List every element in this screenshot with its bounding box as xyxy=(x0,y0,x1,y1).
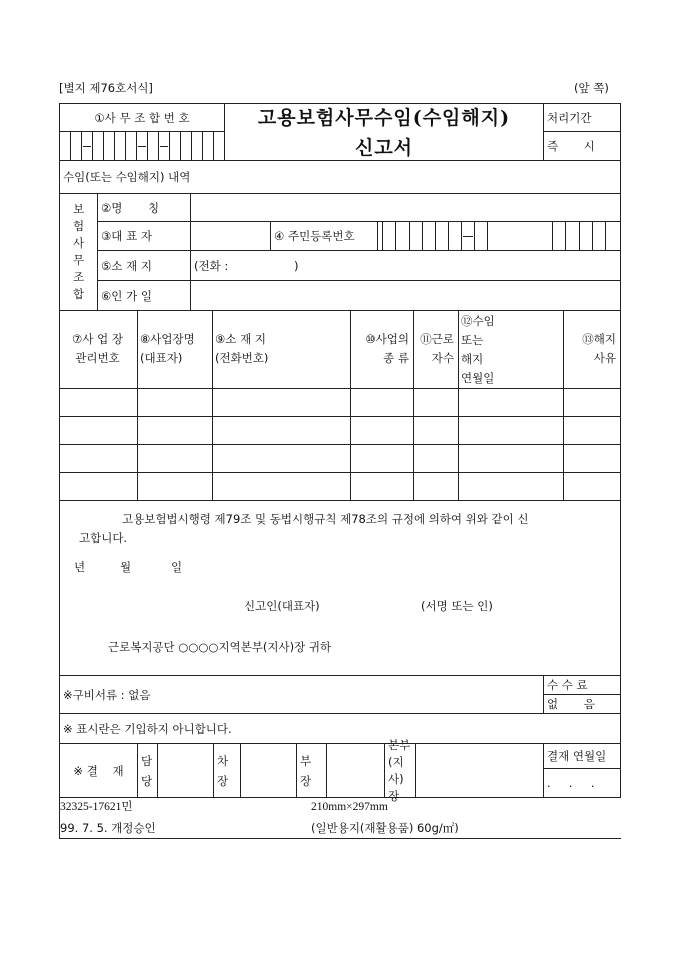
table-cell[interactable] xyxy=(563,444,621,473)
table-cell[interactable] xyxy=(563,388,621,417)
form-title xyxy=(224,103,544,161)
approval-date-field[interactable] xyxy=(190,280,621,311)
rrn-digit-box[interactable] xyxy=(435,221,449,251)
role-branch-head: 본부 (지사) 장 xyxy=(384,743,416,798)
union-group-text: 보험사무조합 xyxy=(72,202,85,301)
office-union-number-boxes[interactable] xyxy=(59,131,225,161)
union-name-field[interactable] xyxy=(190,193,621,222)
rrn-digit-box[interactable] xyxy=(409,221,423,251)
union-address-field[interactable]: (전화 : ) xyxy=(190,250,621,281)
union-name-label: ②명 칭 xyxy=(97,193,191,222)
table-cell[interactable] xyxy=(212,472,351,501)
rrn-digit-box[interactable] xyxy=(382,221,396,251)
table-cell[interactable] xyxy=(212,388,351,417)
sign-director xyxy=(326,743,385,798)
declaration-line1: 고용보험법시행령 제79조 및 동법시행규칙 제78조의 규정에 의하여 위와 같이 신 xyxy=(122,512,529,526)
rrn-digit-box[interactable] xyxy=(422,221,436,251)
table-cell[interactable] xyxy=(350,416,414,445)
table-cell[interactable] xyxy=(563,472,621,501)
processing-period-label: 처리기간 xyxy=(543,103,621,132)
table-cell[interactable] xyxy=(212,416,351,445)
rrn-digit-box[interactable] xyxy=(565,221,580,251)
table-header-5: ⑪근로 자수 xyxy=(413,310,459,389)
role-director: 부 장 xyxy=(296,743,327,798)
declaration-line2: 고합니다. xyxy=(79,531,128,545)
office-union-number-label: ①사 무 조 합 번 호 xyxy=(59,103,225,132)
day-label: 일 xyxy=(171,560,183,574)
title-line1: 고용보험사무수임(수임해지) xyxy=(257,107,511,129)
sign-staff xyxy=(157,743,214,798)
rrn-boxes[interactable] xyxy=(377,221,621,251)
table-cell[interactable] xyxy=(137,472,213,501)
year-label: 년 xyxy=(74,560,86,574)
rrn-digit-box[interactable] xyxy=(448,221,462,251)
table-cell[interactable] xyxy=(137,388,213,417)
notice: ※ 표시란은 기입하지 아니합니다. xyxy=(59,713,621,744)
page-side: (앞 쪽) xyxy=(574,81,609,95)
table-cell[interactable] xyxy=(350,444,414,473)
fee-label: 수 수 료 xyxy=(543,675,621,695)
footer-code: 32325-17621민 xyxy=(60,801,133,813)
footer-approved: 99. 7. 5. 개정승인 xyxy=(60,821,156,835)
declaration-box xyxy=(59,500,621,676)
approval-label: ※ 결 재 xyxy=(59,743,138,798)
hyphen-mark xyxy=(138,146,146,147)
union-rep-field[interactable] xyxy=(190,221,271,251)
rrn-label: ④ 주민등록번호 xyxy=(270,221,378,251)
required-docs: ※구비서류 : 없음 xyxy=(59,675,544,714)
fee-value: 없 음 xyxy=(543,694,621,714)
table-cell[interactable] xyxy=(413,388,459,417)
approval-date-label: ⑥인 가 일 xyxy=(97,280,191,311)
table-cell[interactable] xyxy=(458,444,564,473)
table-cell[interactable] xyxy=(413,416,459,445)
rrn-digit-box[interactable] xyxy=(474,221,488,251)
table-cell[interactable] xyxy=(458,416,564,445)
declarant-label: 신고인(대표자) xyxy=(244,599,320,613)
rrn-digit-box[interactable] xyxy=(592,221,606,251)
sign-deputy xyxy=(240,743,297,798)
table-header-4: ⑩사업의 종 류 xyxy=(350,310,414,389)
rrn-digit-box[interactable] xyxy=(579,221,593,251)
table-header-2: ⑧사업장명 (대표자) xyxy=(137,310,213,389)
footer-size: 210mm×297mm xyxy=(311,801,388,813)
rrn-digit-box[interactable] xyxy=(605,221,621,251)
table-cell[interactable] xyxy=(137,416,213,445)
footer xyxy=(59,797,621,839)
table-cell[interactable] xyxy=(350,472,414,501)
table-cell[interactable] xyxy=(137,444,213,473)
table-cell[interactable] xyxy=(458,472,564,501)
table-cell[interactable] xyxy=(413,472,459,501)
rrn-digit-box[interactable] xyxy=(461,221,475,251)
month-label: 월 xyxy=(120,560,132,574)
hyphen-mark xyxy=(83,146,91,147)
table-header-6: ⑫수임 또는 해지 연월일 xyxy=(458,310,564,389)
table-cell[interactable] xyxy=(59,388,138,417)
table-header-3: ⑨소 재 지 (전화번호) xyxy=(212,310,351,389)
table-cell[interactable] xyxy=(413,444,459,473)
hyphen-mark xyxy=(160,146,168,147)
approval-date-value: . . . xyxy=(543,768,621,798)
table-cell[interactable] xyxy=(212,444,351,473)
approval-date-label-cell: 결재 연월일 xyxy=(543,743,621,769)
table-cell[interactable] xyxy=(458,388,564,417)
addressee: 근로복지공단 ○○○○지역본부(지사)장 귀하 xyxy=(108,640,332,654)
union-group-label xyxy=(59,193,98,311)
section-title: 수임(또는 수임해지) 내역 xyxy=(59,160,621,194)
table-cell[interactable] xyxy=(59,444,138,473)
union-address-label: ⑤소 재 지 xyxy=(97,250,191,281)
table-cell[interactable] xyxy=(59,472,138,501)
signature-label: (서명 또는 인) xyxy=(421,599,493,613)
table-header-7: ⑬해지 사유 xyxy=(563,310,621,389)
table-cell[interactable] xyxy=(563,416,621,445)
union-rep-label: ③대 표 자 xyxy=(97,221,191,251)
title-line2: 신고서 xyxy=(354,137,414,159)
rrn-digit-box[interactable] xyxy=(395,221,410,251)
rrn-digit-box[interactable] xyxy=(552,221,566,251)
processing-period-value: 즉 시 xyxy=(543,131,621,161)
hyphen-mark xyxy=(463,236,473,237)
sign-branch-head xyxy=(415,743,544,798)
table-header-1: ⑦사 업 장 관리번호 xyxy=(59,310,138,389)
table-cell[interactable] xyxy=(59,416,138,445)
role-staff: 담 당 xyxy=(137,743,158,798)
form-label: [별지 제76호서식] xyxy=(59,81,153,95)
role-deputy: 차 장 xyxy=(213,743,241,798)
table-cell[interactable] xyxy=(350,388,414,417)
footer-paper: (일반용지(재활용품) 60g/㎡) xyxy=(311,821,459,835)
